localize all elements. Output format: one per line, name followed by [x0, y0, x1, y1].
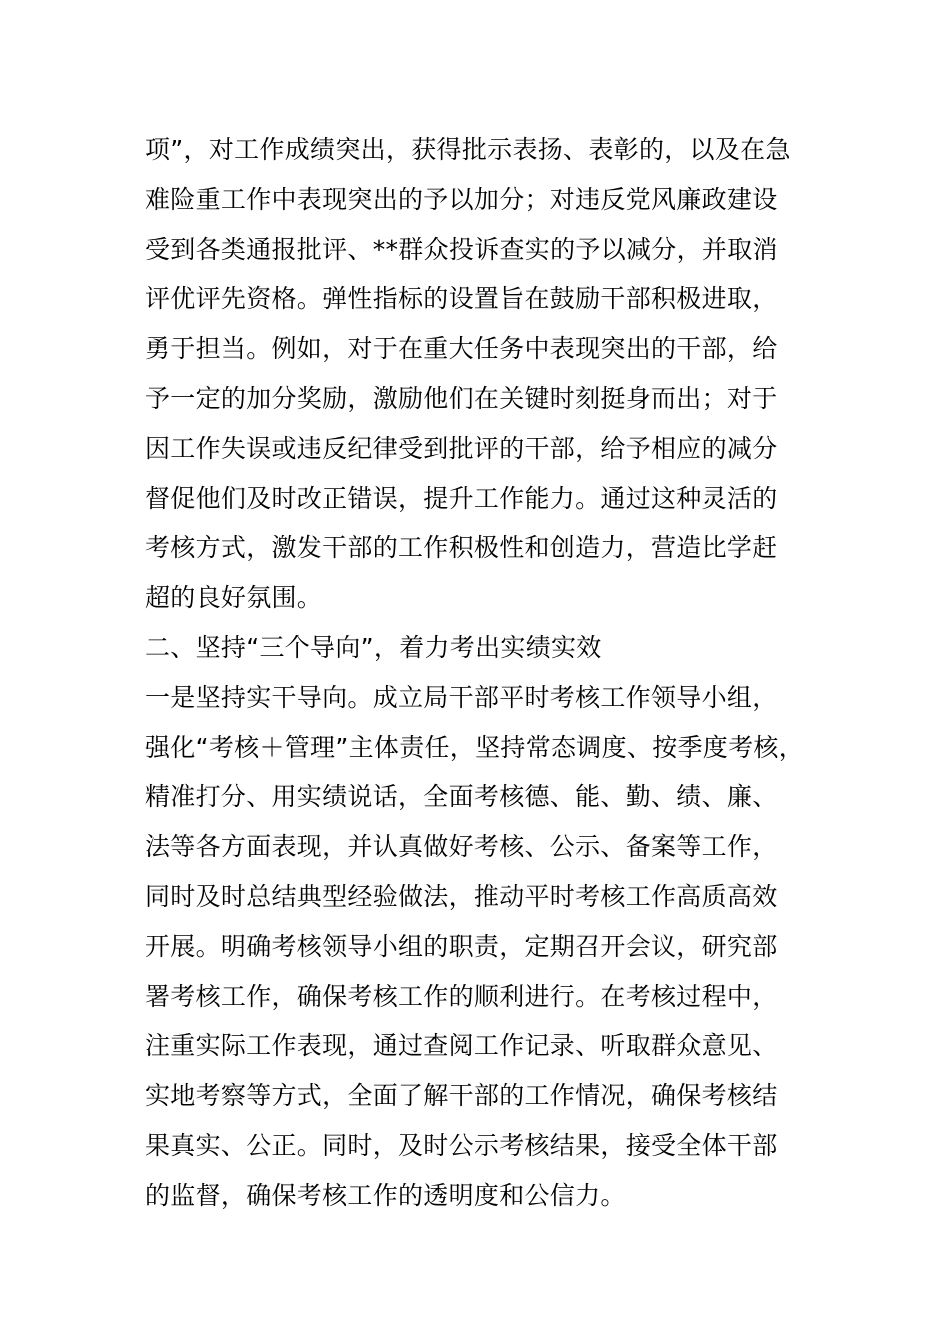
text-line: 因工作失误或违反纪律受到批评的干部，给予相应的减分 — [145, 433, 778, 463]
text-line: 项”，对工作成绩突出，获得批示表扬、表彰的，以及在急 — [145, 135, 791, 164]
document-body — [145, 125, 845, 1221]
text-line: 评优评先资格。弹性指标的设置旨在鼓励干部积极进取， — [145, 284, 778, 314]
text-line: 受到各类通报批评、**群众投诉查实的予以减分，并取消 — [145, 234, 778, 264]
text-line: 署考核工作，确保考核工作的顺利进行。在考核过程中， — [145, 981, 778, 1011]
text-line: 考核方式，激发干部的工作积极性和创造力，营造比学赶 — [145, 533, 778, 563]
text-line: 同时及时总结典型经验做法，推动平时考核工作高质高效 — [145, 881, 778, 911]
text-line: 超的良好氛围。 — [145, 583, 323, 613]
text-line: 实地考察等方式，全面了解干部的工作情况，确保考核结 — [145, 1081, 778, 1111]
section-heading: 二、坚持“三个导向”，着力考出实绩实效 — [145, 632, 602, 662]
text-line: 法等各方面表现，并认真做好考核、公示、备案等工作， — [145, 832, 778, 862]
text-line: 予一定的加分奖励，激励他们在关键时刻挺身而出；对于 — [145, 383, 778, 413]
text-line: 注重实际工作表现，通过查阅工作记录、听取群众意见、 — [145, 1031, 778, 1061]
text-line: 精准打分、用实绩说话，全面考核德、能、勤、绩、廉、 — [145, 782, 778, 812]
text-line: 的监督，确保考核工作的透明度和公信力。 — [145, 1180, 626, 1210]
text-line: 勇于担当。例如，对于在重大任务中表现突出的干部，给 — [145, 334, 778, 364]
text-line: 强化“考核＋管理”主体责任，坚持常态调度、按季度考核， — [145, 732, 805, 762]
text-line: 难险重工作中表现突出的予以加分；对违反党风廉政建设 — [145, 184, 778, 214]
text-line: 督促他们及时改正错误，提升工作能力。通过这种灵活的 — [145, 483, 778, 513]
text-line: 一是坚持实干导向。成立局干部平时考核工作领导小组， — [145, 682, 778, 712]
text-line: 果真实、公正。同时，及时公示考核结果，接受全体干部 — [145, 1130, 778, 1160]
text-line: 开展。明确考核领导小组的职责，定期召开会议，研究部 — [145, 931, 778, 961]
